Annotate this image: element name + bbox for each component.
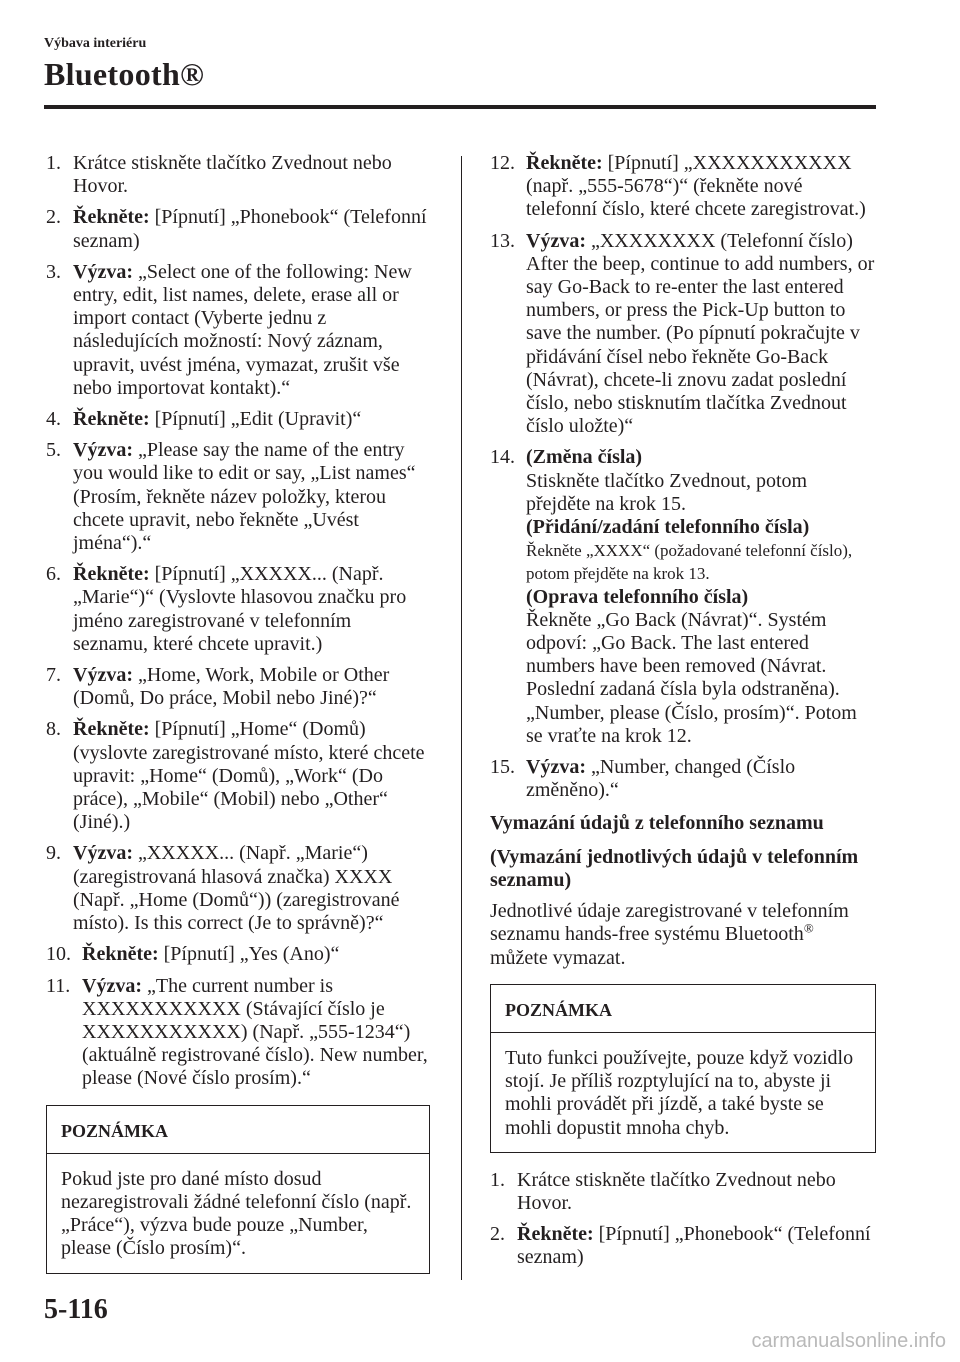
left-step-9: 9. Výzva: „XXXXX... (Např. „Marie“) (zaregistrovaná hlasová značka) XXXX (Např. „Home (Domů“)) (zaregistrované místo). Is this correct (Je to správně)?“ bbox=[46, 842, 400, 935]
left-step-10: 10. Řekněte: [Pípnutí] „Yes (Ano)“ bbox=[46, 943, 340, 966]
page-title: Bluetooth® bbox=[44, 56, 205, 92]
watermark: carmanualsonline.info bbox=[751, 1330, 946, 1352]
section-label: Výbava interiéru bbox=[44, 36, 147, 51]
section-paragraph: Jednotlivé údaje zaregistrované v telefonním seznamu hands-free systému Bluetooth® můžete vymazat. bbox=[490, 900, 849, 969]
left-step-5: 5. Výzva: „Please say the name of the entry you would like to edit or say, „List names“ (Prosím, řekněte název položky, kterou chcete upravit, nebo řekněte „Uvést jména“).“ bbox=[46, 439, 416, 555]
right-step-14: 14. (Změna čísla) Stiskněte tlačítko Zvednout, potom přejděte na krok 15. (Přidání/zadání telefonního čísla) Řekněte „XXXX“ (požadované telefonní číslo), potom přejděte na krok 13. (Oprava telefonního čísla) Řekněte „Go Back (Návrat)“. Systém odpoví: „Go Back. The last entered numbers have been removed (Návrat. Poslední zadaná čísla byla odstraněna). „Number, please (Číslo, prosím)“. Potom se vraťte na krok 12. bbox=[490, 446, 876, 748]
left-step-7: 7. Výzva: „Home, Work, Mobile or Other (Domů, Do práce, Mobil nebo Jiné)?“ bbox=[46, 664, 390, 710]
final-step-2: 2. Řekněte: [Pípnutí] „Phonebook“ (Telefonní seznam) bbox=[490, 1223, 871, 1269]
header-rule bbox=[44, 105, 876, 109]
step14-text-correct: Řekněte „Go Back (Návrat)“. Systém odpoví: „Go Back. The last entered numbers have been removed (Návrat. Poslední zadaná čísla byla odstraněna). „Number, please (Číslo, prosím)“. Potom se vraťte na krok 12. bbox=[526, 608, 857, 747]
right-step-15: 15. Výzva: „Number, changed (Číslo změněno).“ bbox=[490, 756, 796, 802]
section-subheading-delete-single: (Vymazání jednotlivých údajů v telefonním seznamu) bbox=[490, 845, 859, 891]
note-text: Tuto funkci používejte, pouze když vozidlo stojí. Je příliš rozptylující na to, abyste ji mohli provádět při jízdě, a také byste se mohli dopustit mnoha chyb. bbox=[505, 1046, 854, 1139]
note-box-right bbox=[490, 984, 876, 1153]
step14-subheading-change: (Změna čísla) bbox=[526, 446, 643, 469]
section-heading-delete: Vymazání údajů z telefonního seznamu bbox=[490, 812, 824, 835]
left-step-2: 2. Řekněte: [Pípnutí] „Phonebook“ (Telefonní seznam) bbox=[46, 206, 427, 252]
right-step-12: 12. Řekněte: [Pípnutí] „XXXXXXXXXXX (např. „555-5678“)“ (řekněte nové telefonní číslo, které chcete zaregistrovat.) bbox=[490, 152, 866, 221]
right-step-13: 13. Výzva: „XXXXXXXX (Telefonní číslo) After the beep, continue to add numbers, or say Go-Back to re-enter the last entered numbers, or press the Pick-Up button to save the number. (Po pípnutí pokračujte v přidávání čísel nebo řekněte Go-Back (Návrat), chcete-li znovu zadat poslední číslo, nebo stisknutím tlačítka Zvednout číslo uložte)“ bbox=[490, 229, 875, 438]
note-title: POZNÁMKA bbox=[491, 985, 875, 1033]
left-step-11: 11. Výzva: „The current number is XXXXXXXXXXX (Stávající číslo je XXXXXXXXXXX) (Např. „555-1234“) (aktuálně registrované číslo). New number, please (Nové číslo prosím).“ bbox=[46, 974, 428, 1090]
step14-text-change: Stiskněte tlačítko Zvednout, potom přejděte na krok 15. bbox=[526, 469, 808, 515]
step14-text-add: Řekněte „XXXX“ (požadované telefonní číslo), potom přejděte na krok 13. bbox=[526, 541, 853, 584]
final-step-1: 1. Krátce stiskněte tlačítko Zvednout nebo Hovor. bbox=[490, 1168, 836, 1214]
note-text: Pokud jste pro dané místo dosud nezaregistrovali žádné telefonní číslo (např. „Práce“), výzva bude pouze „Number, please (Číslo prosím)“. bbox=[61, 1167, 412, 1260]
left-step-4: 4. Řekněte: [Pípnutí] „Edit (Upravit)“ bbox=[46, 408, 362, 431]
left-step-8: 8. Řekněte: [Pípnutí] „Home“ (Domů) (vyslovte zaregistrované místo, které chcete upravit: „Home“ (Domů), „Work“ (Do práce), „Mobile“ (Mobil) nebo „Other“ (Jiné).) bbox=[46, 718, 425, 834]
left-step-3: 3. Výzva: „Select one of the following: New entry, edit, list names, delete, erase all or import contact (Vyberte jednu z následujících možností: Nový záznam, upravit, uvést jména, vymazat, zrušit vše nebo importovat kontakt).“ bbox=[46, 260, 412, 399]
left-step-6: 6. Řekněte: [Pípnutí] „XXXXX... (Např. „Marie“)“ (Vyslovte hlasovou značku pro jméno zaregistrované v telefonním seznamu, které chcete upravit.) bbox=[46, 563, 407, 655]
column-divider bbox=[461, 156, 462, 1280]
note-box-left bbox=[46, 1105, 430, 1274]
note-title: POZNÁMKA bbox=[47, 1106, 429, 1154]
left-step-1: 1. Krátce stiskněte tlačítko Zvednout nebo Hovor. bbox=[46, 152, 392, 198]
page-number: 5-116 bbox=[44, 1294, 108, 1325]
right-column bbox=[490, 152, 876, 1278]
step14-subheading-add: (Přidání/zadání telefonního čísla) bbox=[526, 516, 810, 539]
left-column bbox=[46, 152, 430, 1290]
step14-subheading-correct: (Oprava telefonního čísla) bbox=[526, 585, 749, 608]
